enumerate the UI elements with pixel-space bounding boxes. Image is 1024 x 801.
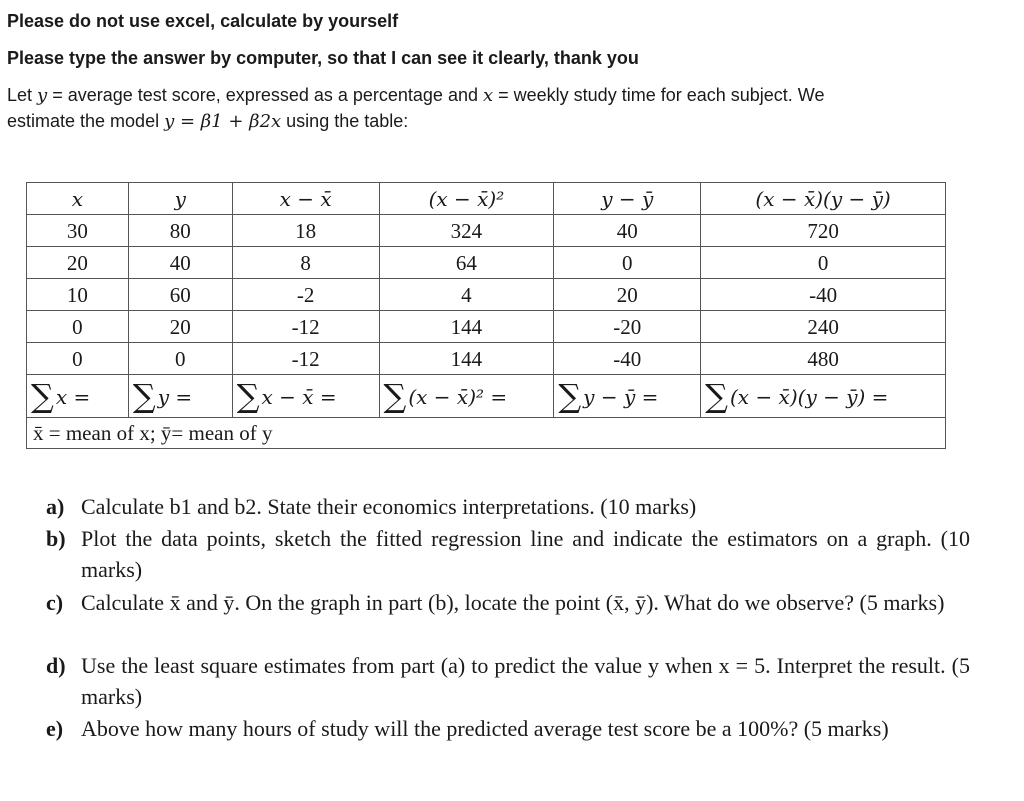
table-cell: 30 (27, 215, 129, 247)
var-x: x (482, 85, 494, 106)
sum-cell-y-dev (554, 375, 701, 418)
table-cell: 0 (27, 343, 129, 375)
table-cell: 720 (701, 215, 946, 247)
question-label: d) (46, 653, 66, 678)
table-cell: 480 (701, 343, 946, 375)
question-label: a) (46, 494, 65, 519)
question-b (46, 523, 970, 585)
stmt-text: = average test score, expressed as a percentage and (47, 85, 483, 105)
table-cell: -40 (554, 343, 701, 375)
sigma-symbol: ∑ (383, 376, 407, 415)
question-c (46, 587, 970, 618)
sum-cell-x (27, 375, 129, 418)
question-label: c) (46, 590, 64, 615)
problem-statement-line2 (7, 111, 408, 132)
sum-row (27, 375, 946, 418)
var-y: y (37, 85, 48, 106)
question-label: e) (46, 716, 64, 741)
question-text: Use the least square estimates from part (a) to predict the value y when x = 5. Interpret the result. (5 marks) (81, 653, 970, 709)
table-cell: 20 (128, 311, 232, 343)
table-cell: 40 (128, 247, 232, 279)
sum-label: y − ȳ = (583, 384, 659, 409)
sum-label: (x − x̄)(y − ȳ) = (730, 384, 889, 409)
table-cell: 324 (379, 215, 554, 247)
table-cell: -2 (232, 279, 379, 311)
question-text: Calculate x̄ and ȳ. On the graph in part (b), locate the point (x̄, ȳ). What do we observe? (5 marks) (81, 590, 945, 615)
note-row (27, 418, 946, 449)
sigma-symbol: ∑ (31, 376, 54, 415)
table-cell: 40 (554, 215, 701, 247)
problem-statement-line1 (7, 85, 824, 106)
sum-label: x = (55, 384, 91, 409)
instruction-type-answer: Please type the answer by computer, so that I can see it clearly, thank you (7, 48, 639, 68)
table-cell: 10 (27, 279, 129, 311)
table-cell: 20 (27, 247, 129, 279)
header-cell: x (27, 183, 129, 215)
sigma-symbol: ∑ (558, 376, 582, 415)
question-text: Calculate b1 and b2. State their economics interpretations. (10 marks) (81, 494, 697, 519)
sum-label: x − x̄ = (261, 384, 337, 409)
table-cell: 20 (554, 279, 701, 311)
table-cell: 4 (379, 279, 554, 311)
stmt-text: = weekly study time for each subject. We (493, 85, 825, 105)
table-row (27, 279, 946, 311)
question-d (46, 650, 970, 712)
table-cell: 0 (128, 343, 232, 375)
table-cell: 0 (27, 311, 129, 343)
table-cell: 80 (128, 215, 232, 247)
table-cell: 60 (128, 279, 232, 311)
question-e (46, 713, 970, 744)
sum-cell-x-dev-sq (379, 375, 554, 418)
table-cell: 144 (379, 343, 554, 375)
table-header-row (27, 183, 946, 215)
sigma-symbol: ∑ (132, 376, 156, 415)
sigma-symbol: ∑ (705, 376, 728, 415)
table-row (27, 311, 946, 343)
table-cell: 144 (379, 311, 554, 343)
sigma-symbol: ∑ (236, 376, 260, 415)
stmt-text: Let (7, 85, 38, 105)
sum-label: y = (157, 384, 193, 409)
instruction-no-excel: Please do not use excel, calculate by yourself (7, 11, 399, 31)
calculation-table (26, 182, 946, 449)
table-cell: -20 (554, 311, 701, 343)
header-cell: y − ȳ (554, 183, 701, 215)
sum-cell-x-dev (232, 375, 379, 418)
table-cell: -12 (232, 343, 379, 375)
table-cell: 64 (379, 247, 554, 279)
table-cell: 240 (701, 311, 946, 343)
question-a (46, 491, 970, 522)
question-text: Plot the data points, sketch the fitted regression line and indicate the estimators on a graph. (10 marks) (81, 526, 970, 582)
header-cell: y (128, 183, 232, 215)
sum-cell-y (128, 375, 232, 418)
table-row (27, 247, 946, 279)
model-equation: y = β1 + β2x (164, 111, 282, 132)
table-cell: 8 (232, 247, 379, 279)
table-cell: 0 (554, 247, 701, 279)
table-row (27, 343, 946, 375)
question-text: Above how many hours of study will the predicted average test score be a 100%? (5 marks) (81, 716, 889, 741)
table-cell: 0 (701, 247, 946, 279)
header-cell: (x − x̄)(y − ȳ) (701, 183, 946, 215)
mean-note: x̄ = mean of x; ȳ= mean of y (27, 418, 946, 449)
sum-cell-cross-product (701, 375, 946, 418)
table-row (27, 215, 946, 247)
table-cell: 18 (232, 215, 379, 247)
header-cell: (x − x̄)² (379, 183, 554, 215)
header-cell: x − x̄ (232, 183, 379, 215)
table-cell: -40 (701, 279, 946, 311)
question-label: b) (46, 526, 66, 551)
stmt-text: estimate the model (7, 111, 165, 131)
stmt-text: using the table: (281, 111, 409, 131)
table-cell: -12 (232, 311, 379, 343)
sum-label: (x − x̄)² = (408, 384, 508, 409)
